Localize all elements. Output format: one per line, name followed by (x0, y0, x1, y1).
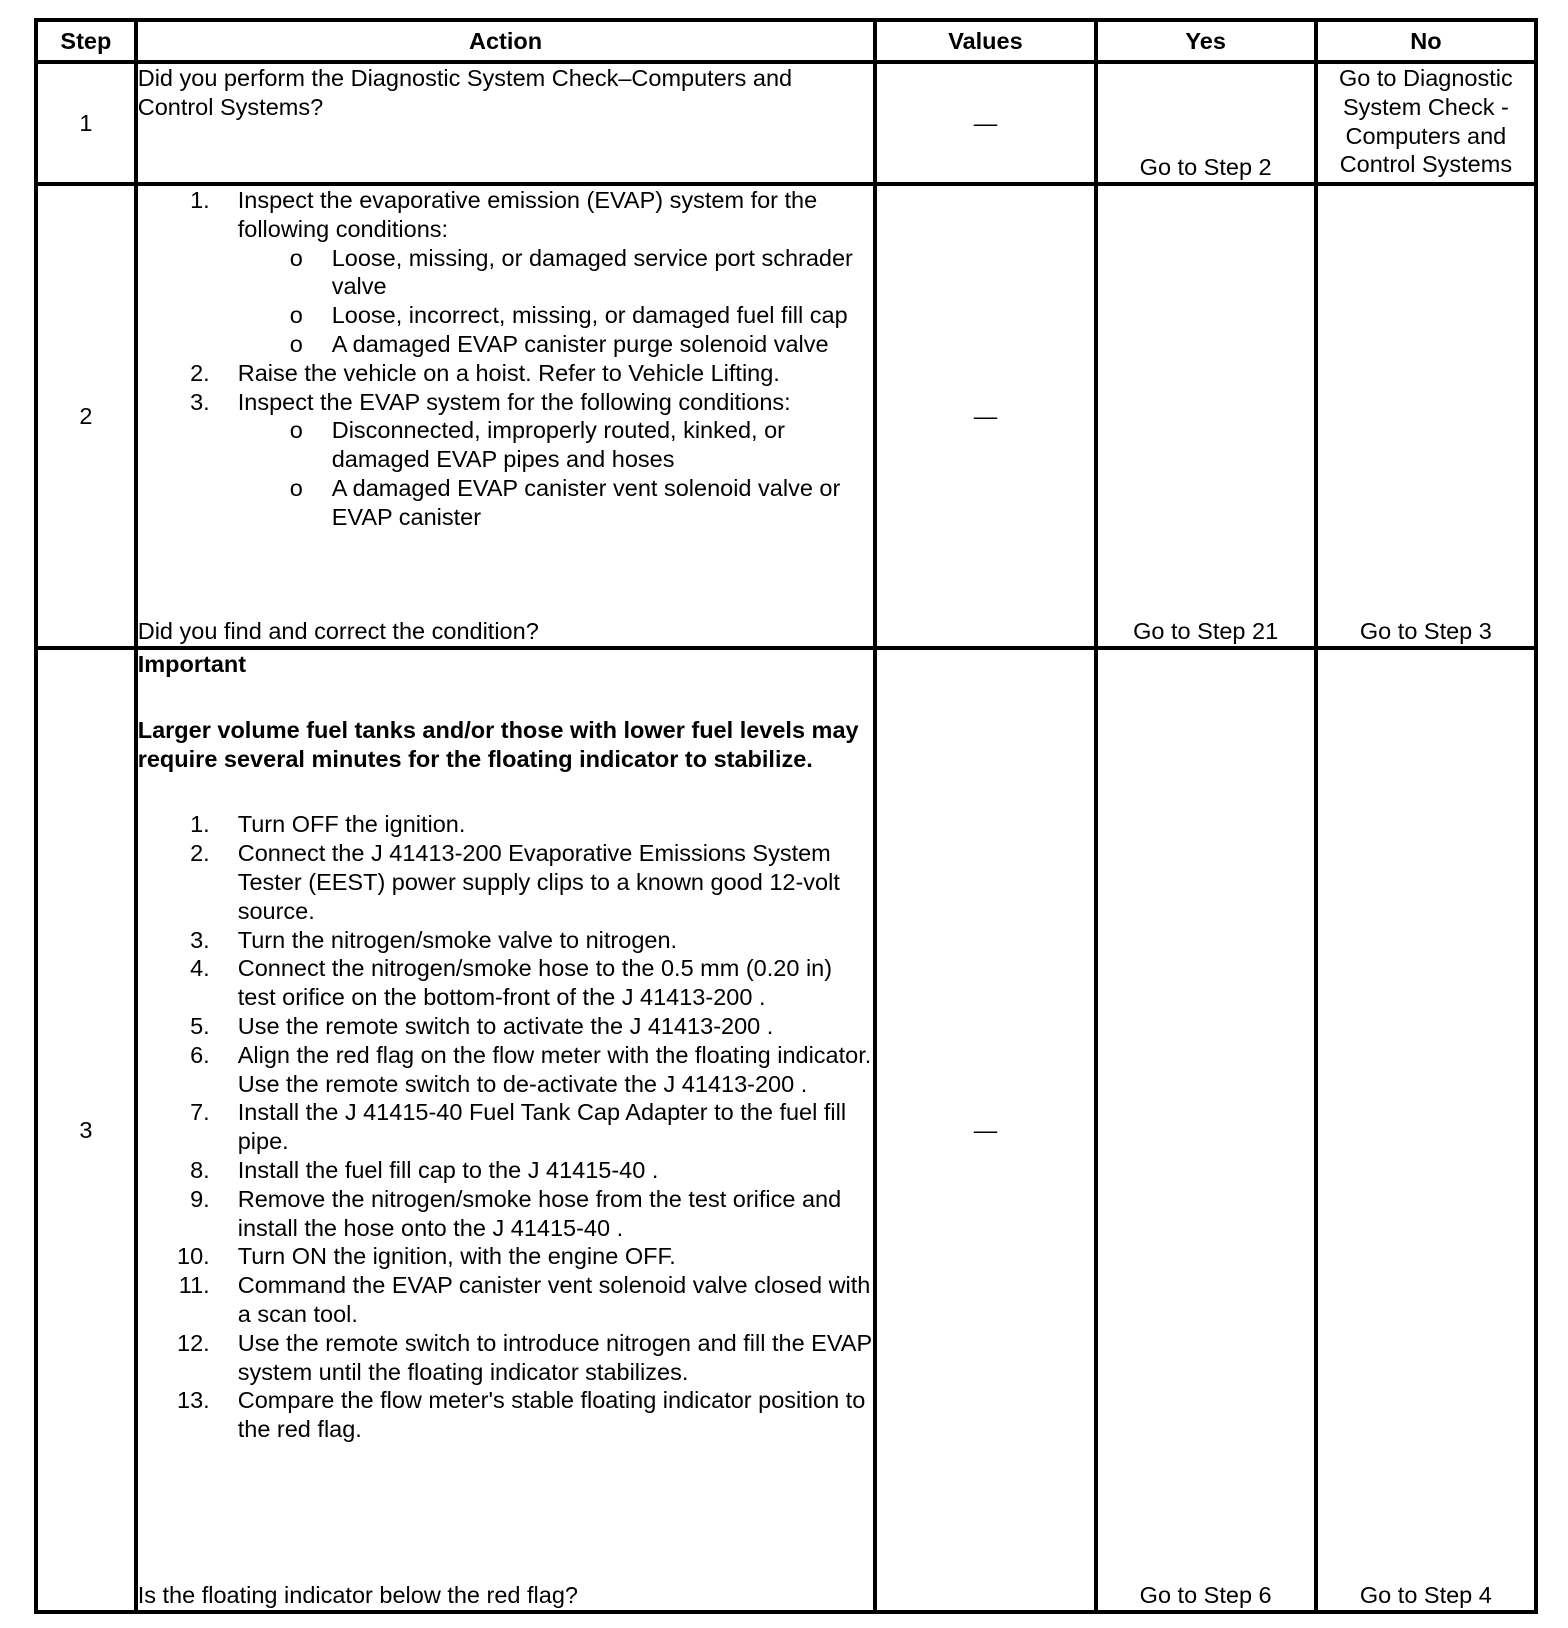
bullet-marker: o (289, 244, 303, 271)
procedure-list (138, 810, 874, 1444)
yes-header: Yes (1096, 20, 1316, 62)
bullet-marker: o (289, 417, 303, 444)
list-number: 4. (190, 955, 210, 982)
list-text: Install the fuel fill cap to the J 41415-40 . (237, 1156, 659, 1183)
yes-cell: Go to Step 6 (1096, 648, 1316, 1612)
action-cell (136, 62, 876, 184)
list-text: Inspect the EVAP system for the following conditions: (237, 388, 791, 415)
sub-list-item (138, 301, 874, 330)
list-text: Inspect the evaporative emission (EVAP) system for the following conditions: (237, 187, 818, 242)
list-text: Connect the J 41413-200 Evaporative Emissions System Tester (EEST) power supply clips to a known good 12-volt source. (237, 840, 840, 924)
list-item (138, 388, 874, 532)
action-cell (136, 648, 876, 1612)
list-text: Use the remote switch to activate the J 41413-200 . (237, 1012, 774, 1039)
list-number: 3. (190, 926, 210, 953)
no-cell: Go to Step 3 (1316, 184, 1536, 648)
list-item (138, 186, 874, 359)
values-cell: — (875, 648, 1095, 1612)
header-row (36, 20, 1536, 62)
list-text: Turn ON the ignition, with the engine OFF. (237, 1243, 676, 1270)
yes-cell: Go to Step 21 (1096, 184, 1316, 648)
list-number: 5. (190, 1012, 210, 1039)
list-number: 6. (190, 1041, 210, 1068)
list-number: 10. (177, 1243, 210, 1270)
list-item (138, 810, 874, 839)
sub-list (238, 416, 874, 531)
action-cell (136, 184, 876, 648)
sub-list-text: Loose, incorrect, missing, or damaged fuel fill cap (331, 302, 848, 329)
list-number: 1. (190, 811, 210, 838)
list-number: 3. (190, 388, 210, 415)
no-cell: Go to Step 4 (1316, 648, 1536, 1612)
list-number: 12. (177, 1329, 210, 1356)
list-item (138, 1386, 874, 1444)
diagnostic-table (34, 18, 1538, 1614)
sub-list-text: A damaged EVAP canister vent solenoid valve or EVAP canister (331, 474, 841, 530)
list-text: Align the red flag on the flow meter with the floating indicator. Use the remote switch to de-activate the J 41413-200 . (237, 1041, 872, 1097)
list-item (138, 839, 874, 925)
sub-list-text: Disconnected, improperly routed, kinked, or damaged EVAP pipes and hoses (331, 417, 785, 473)
procedure-list (138, 186, 874, 532)
list-item (138, 1012, 874, 1041)
list-number: 2. (190, 840, 210, 867)
table-row (36, 184, 1536, 648)
list-item (138, 359, 874, 388)
list-text: Command the EVAP canister vent solenoid valve closed with a scan tool. (237, 1272, 871, 1327)
list-item (138, 1242, 874, 1271)
list-number: 8. (190, 1156, 210, 1183)
important-note: Larger volume fuel tanks and/or those with lower fuel levels may require several minutes for the floating indicator to stabilize. (137, 716, 859, 772)
values-cell: — (875, 184, 1095, 648)
list-number: 11. (178, 1272, 210, 1299)
list-item (138, 1041, 874, 1099)
list-item (138, 1098, 874, 1156)
list-item (138, 1271, 874, 1329)
list-text: Remove the nitrogen/smoke hose from the test orifice and install the hose onto the J 41415-40 . (237, 1185, 842, 1241)
bullet-marker: o (289, 302, 303, 329)
no-header: No (1316, 20, 1536, 62)
list-number: 1. (190, 187, 210, 213)
list-item (138, 1185, 874, 1243)
important-label: Important (137, 651, 247, 677)
sub-list-item (138, 474, 874, 532)
list-text: Connect the nitrogen/smoke hose to the 0.5 mm (0.20 in) test orifice on the bottom-front of the J 41413-200 . (237, 955, 833, 1011)
list-text: Compare the flow meter's stable floating indicator position to the red flag. (237, 1387, 866, 1443)
step-number: 1 (36, 62, 136, 184)
list-text: Turn the nitrogen/smoke valve to nitrogen. (237, 926, 678, 953)
list-number: 2. (190, 359, 210, 386)
sub-list-item (138, 416, 874, 474)
list-item (138, 1156, 874, 1185)
bullet-marker: o (289, 330, 303, 357)
values-cell: — (875, 62, 1095, 184)
sub-list (238, 244, 874, 359)
yes-cell: Go to Step 2 (1096, 62, 1316, 184)
action-header: Action (136, 20, 876, 62)
list-text: Install the J 41415-40 Fuel Tank Cap Adapter to the fuel fill pipe. (237, 1099, 847, 1155)
action-text: Did you perform the Diagnostic System Check–Computers and Control Systems? (137, 65, 793, 120)
question-text: Did you find and correct the condition? (137, 618, 539, 645)
list-text: Use the remote switch to introduce nitrogen and fill the EVAP system until the floating indicator stabilizes. (237, 1329, 872, 1385)
step-header: Step (36, 20, 136, 62)
list-number: 13. (177, 1387, 210, 1414)
step-number: 3 (36, 648, 136, 1612)
table-row (36, 62, 1536, 184)
sub-list-item (138, 244, 874, 302)
sub-list-item (138, 330, 874, 359)
no-cell: Go to Diagnostic System Check - Computers and Control Systems (1316, 62, 1536, 184)
list-number: 7. (190, 1099, 210, 1126)
bullet-marker: o (289, 474, 303, 501)
list-item (138, 926, 874, 955)
question-text: Is the floating indicator below the red flag? (137, 1582, 578, 1609)
table-row (36, 648, 1536, 1612)
values-header: Values (875, 20, 1095, 62)
list-number: 9. (190, 1185, 210, 1212)
list-item (138, 1329, 874, 1387)
sub-list-text: A damaged EVAP canister purge solenoid valve (331, 330, 829, 357)
list-text: Raise the vehicle on a hoist. Refer to Vehicle Lifting. (237, 359, 780, 386)
list-item (138, 954, 874, 1012)
sub-list-text: Loose, missing, or damaged service port schrader valve (331, 244, 853, 300)
step-number: 2 (36, 184, 136, 648)
list-text: Turn OFF the ignition. (237, 811, 466, 838)
